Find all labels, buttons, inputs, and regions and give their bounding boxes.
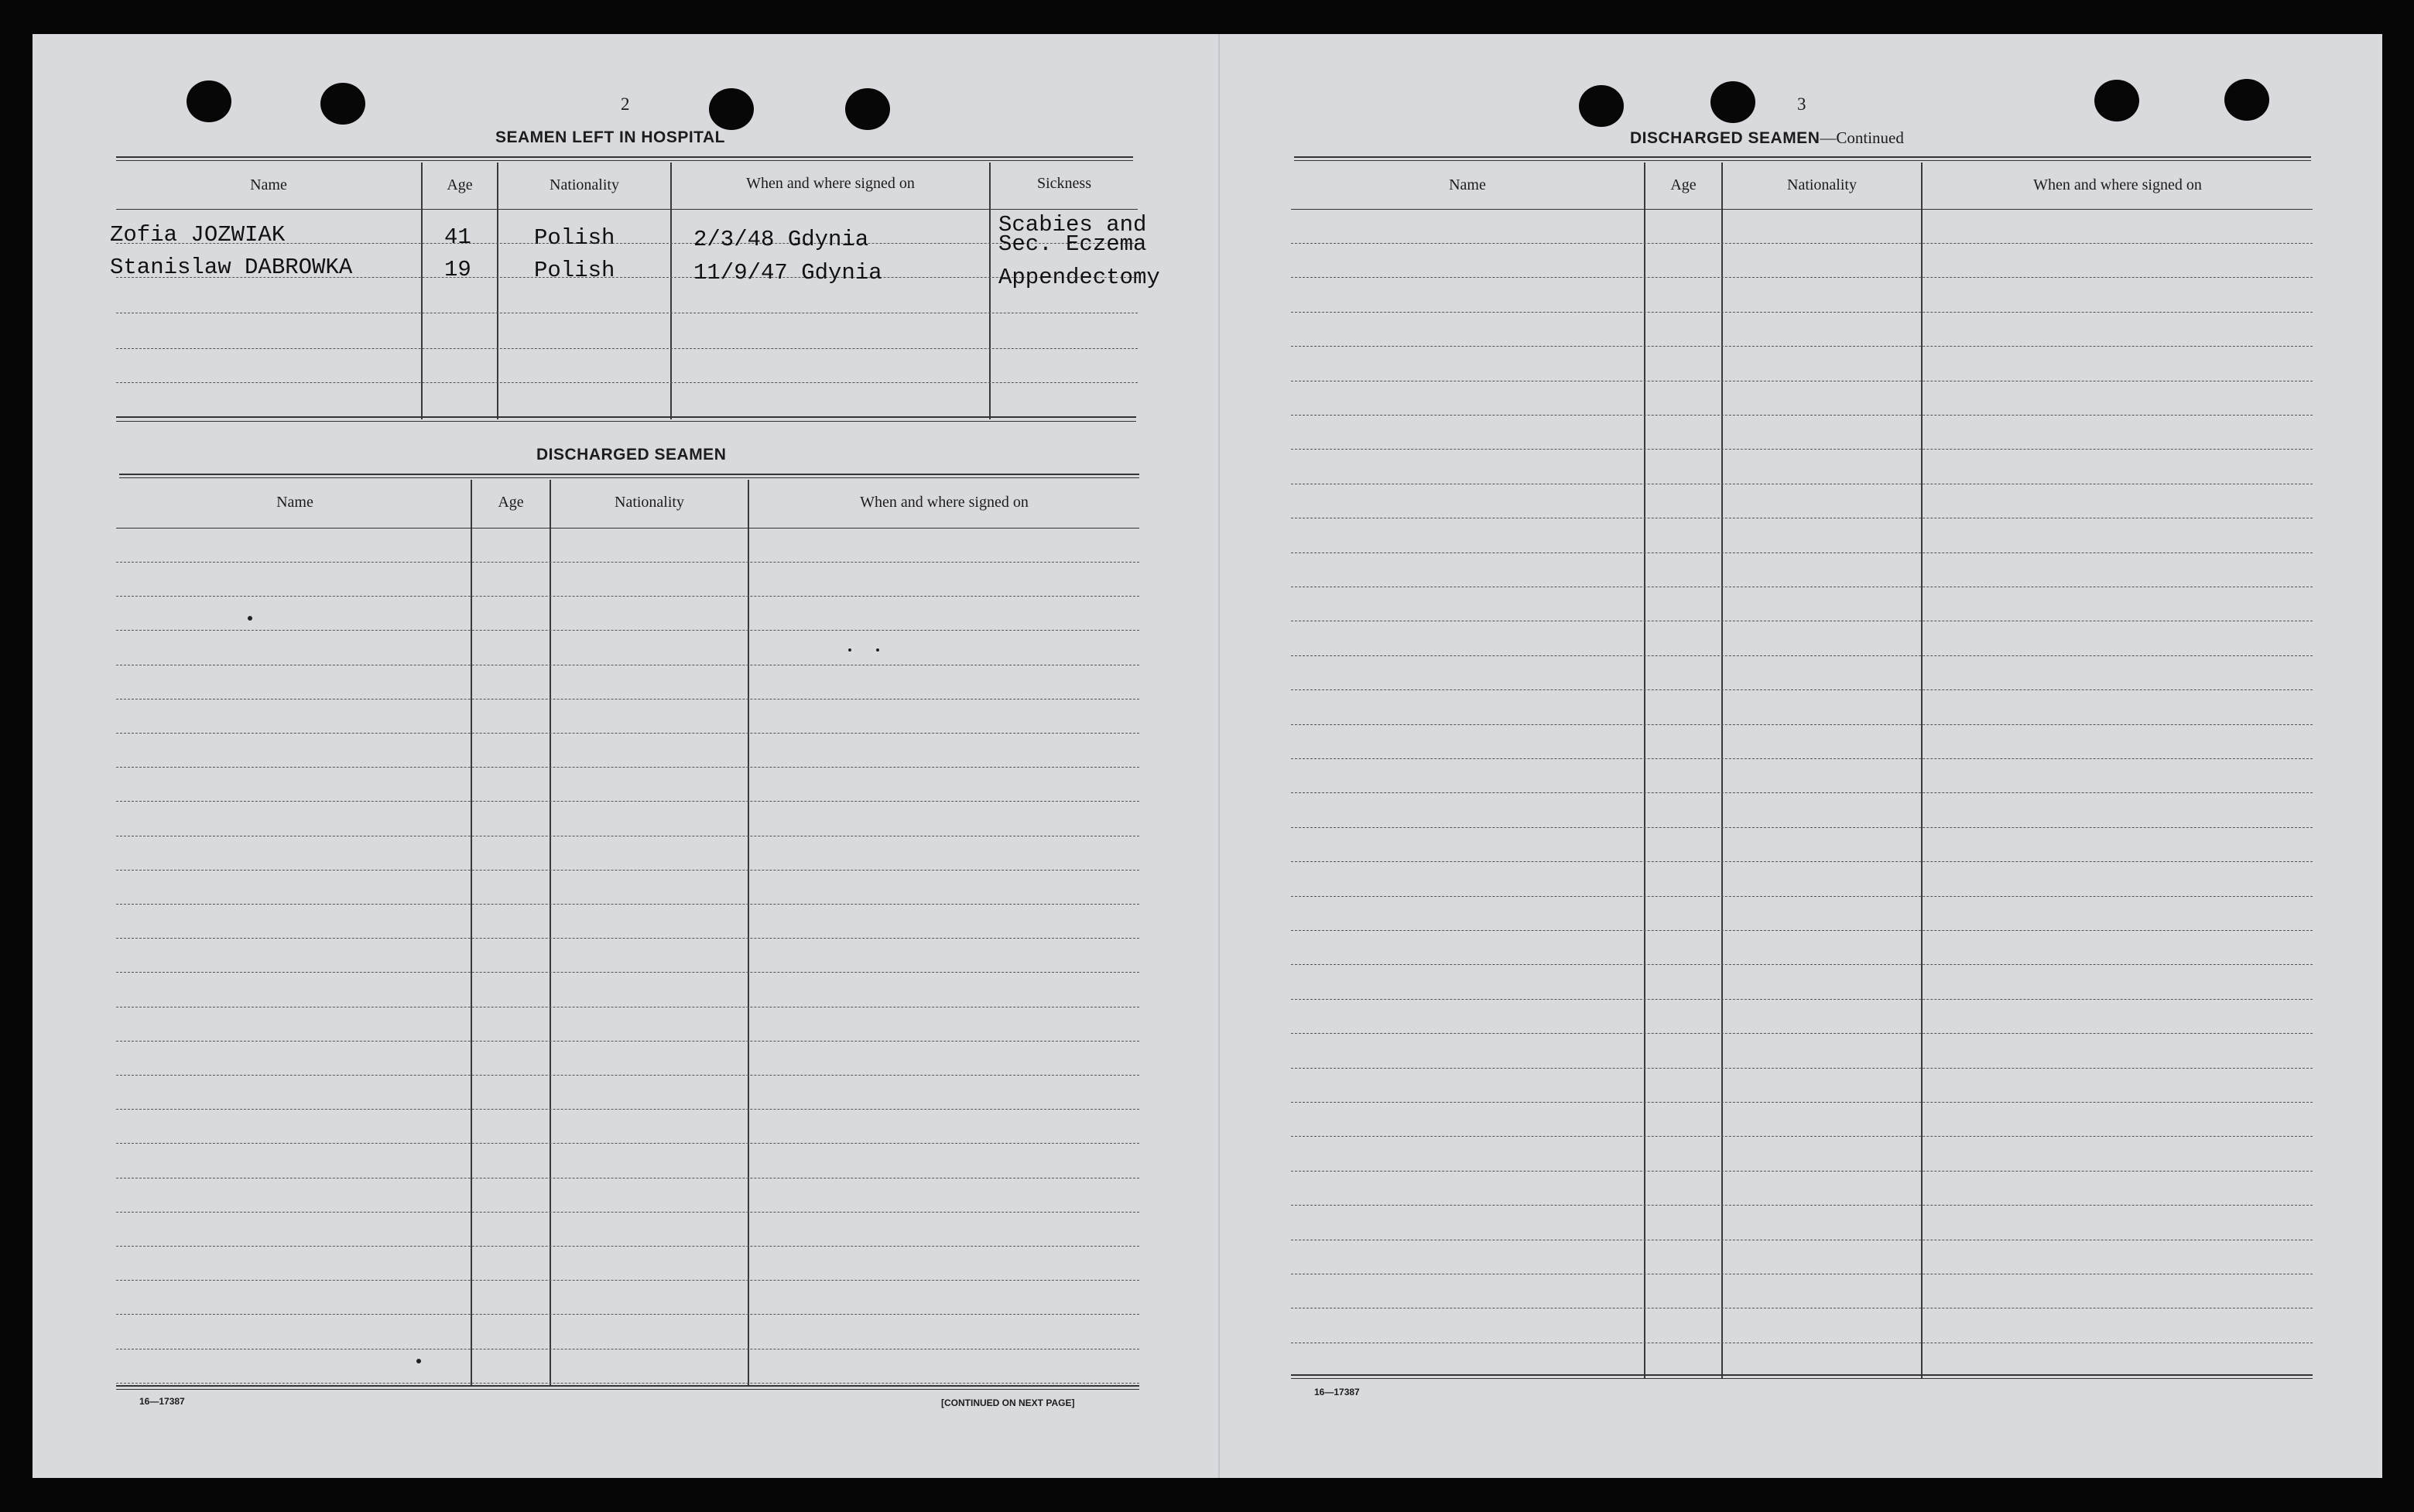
row-line [1291, 930, 2313, 931]
row-line [116, 1314, 1139, 1315]
punch-hole [1579, 85, 1624, 127]
row-line [116, 870, 1139, 871]
seaman-age: 19 [444, 257, 471, 282]
rule [116, 1385, 1139, 1387]
row-line [1291, 689, 2313, 690]
rule [1291, 1374, 2313, 1376]
row-line [116, 1246, 1139, 1247]
column-divider [471, 480, 472, 1385]
row-line [116, 767, 1139, 768]
row-line [116, 801, 1139, 802]
row-line [1291, 999, 2313, 1000]
rule [1291, 1378, 2313, 1379]
row-line [1291, 346, 2313, 347]
document-sheet [33, 34, 2382, 1478]
row-line [116, 699, 1139, 700]
section-title-suffix: —Continued [1820, 128, 1904, 147]
row-line [1291, 243, 2313, 244]
page-fold [1218, 34, 1220, 1478]
row-line [116, 1349, 1139, 1350]
header-rule [116, 528, 1139, 529]
header-name: Name [1449, 176, 1486, 193]
page-number: 2 [621, 94, 630, 114]
seaman-sickness: Scabies and [998, 212, 1147, 238]
seaman-signed-on: 11/9/47 Gdynia [693, 260, 882, 286]
column-divider [497, 162, 498, 419]
column-divider [1921, 162, 1923, 1379]
seaman-sickness: Sec. Eczema [998, 231, 1147, 257]
row-line [1291, 861, 2313, 862]
row-line [116, 596, 1139, 597]
column-divider [1721, 162, 1723, 1379]
column-divider [989, 162, 991, 419]
row-line [116, 904, 1139, 905]
header-nationality: Nationality [550, 176, 619, 193]
rule [116, 209, 1138, 210]
row-line [116, 733, 1139, 734]
rule [1294, 160, 2311, 161]
rule [116, 416, 1136, 418]
row-line [1291, 552, 2313, 553]
column-divider [550, 480, 551, 1385]
header-rule [1291, 209, 2313, 210]
row-line [1291, 964, 2313, 965]
row-line [116, 630, 1139, 631]
row-line [1291, 277, 2313, 278]
row-line [1291, 1171, 2313, 1172]
row-line [116, 348, 1138, 349]
row-line [1291, 758, 2313, 759]
punch-hole [187, 80, 231, 122]
rule [119, 474, 1139, 475]
seaman-nationality: Polish [534, 225, 615, 251]
row-line [116, 1383, 1139, 1384]
row-line [116, 1041, 1139, 1042]
row-line [116, 1109, 1139, 1110]
punch-hole [709, 88, 754, 130]
rule [116, 156, 1133, 158]
rule [116, 160, 1133, 161]
row-line [116, 382, 1138, 383]
row-line [116, 562, 1139, 563]
seaman-nationality: Polish [534, 258, 615, 283]
row-line [1291, 312, 2313, 313]
section-title-main: DISCHARGED SEAMEN [1630, 129, 1820, 147]
punch-hole [320, 83, 365, 125]
punch-hole [2094, 80, 2139, 121]
column-divider [748, 480, 749, 1385]
column-divider [670, 162, 672, 419]
row-line [116, 1075, 1139, 1076]
rule [116, 1389, 1139, 1390]
section-title: SEAMEN LEFT IN HOSPITAL [495, 128, 725, 146]
header-signed-on: When and where signed on [860, 494, 1029, 511]
rule [116, 421, 1136, 422]
seaman-sickness: Appendectomy [998, 265, 1160, 290]
row-line [1291, 1205, 2313, 1206]
ink-speck [848, 648, 851, 652]
ink-speck [248, 616, 252, 621]
row-line [116, 972, 1139, 973]
header-age: Age [498, 494, 524, 511]
seaman-signed-on: 2/3/48 Gdynia [693, 227, 869, 252]
row-line [116, 1212, 1139, 1213]
punch-hole [845, 88, 890, 130]
section-title: DISCHARGED SEAMEN [536, 446, 727, 464]
header-name: Name [250, 176, 287, 193]
header-age: Age [1670, 176, 1697, 193]
row-line [1291, 449, 2313, 450]
row-line [116, 1280, 1139, 1281]
row-line [1291, 1033, 2313, 1034]
seaman-age: 41 [444, 224, 471, 250]
punch-hole [1710, 81, 1755, 123]
continued-note: [CONTINUED ON NEXT PAGE] [941, 1397, 1075, 1408]
section-title [1630, 128, 1904, 148]
rule [1294, 156, 2311, 158]
row-line [1291, 896, 2313, 897]
row-line [1291, 724, 2313, 725]
header-signed-on: When and where signed on [2033, 176, 2202, 193]
header-nationality: Nationality [1787, 176, 1857, 193]
form-number: 16—17387 [139, 1396, 185, 1407]
row-line [1291, 1102, 2313, 1103]
seaman-name: Zofia JOZWIAK [110, 222, 286, 248]
rule [119, 477, 1139, 478]
column-divider [1644, 162, 1645, 1379]
column-divider [421, 162, 423, 419]
punch-hole [2224, 79, 2269, 121]
header-name: Name [276, 494, 313, 511]
header-age: Age [447, 176, 473, 193]
row-line [1291, 1068, 2313, 1069]
page-number: 3 [1797, 94, 1806, 114]
ink-speck [416, 1359, 421, 1363]
row-line [1291, 655, 2313, 656]
row-line [1291, 415, 2313, 416]
header-nationality: Nationality [615, 494, 684, 511]
seaman-name: Stanislaw DABROWKA [110, 255, 353, 280]
header-signed-on: When and where signed on [746, 175, 915, 192]
row-line [116, 1143, 1139, 1144]
form-number: 16—17387 [1314, 1387, 1360, 1397]
row-line [1291, 792, 2313, 793]
row-line [116, 938, 1139, 939]
ink-speck [876, 648, 879, 652]
row-line [1291, 827, 2313, 828]
row-line [1291, 1136, 2313, 1137]
header-sickness: Sickness [1037, 175, 1091, 192]
